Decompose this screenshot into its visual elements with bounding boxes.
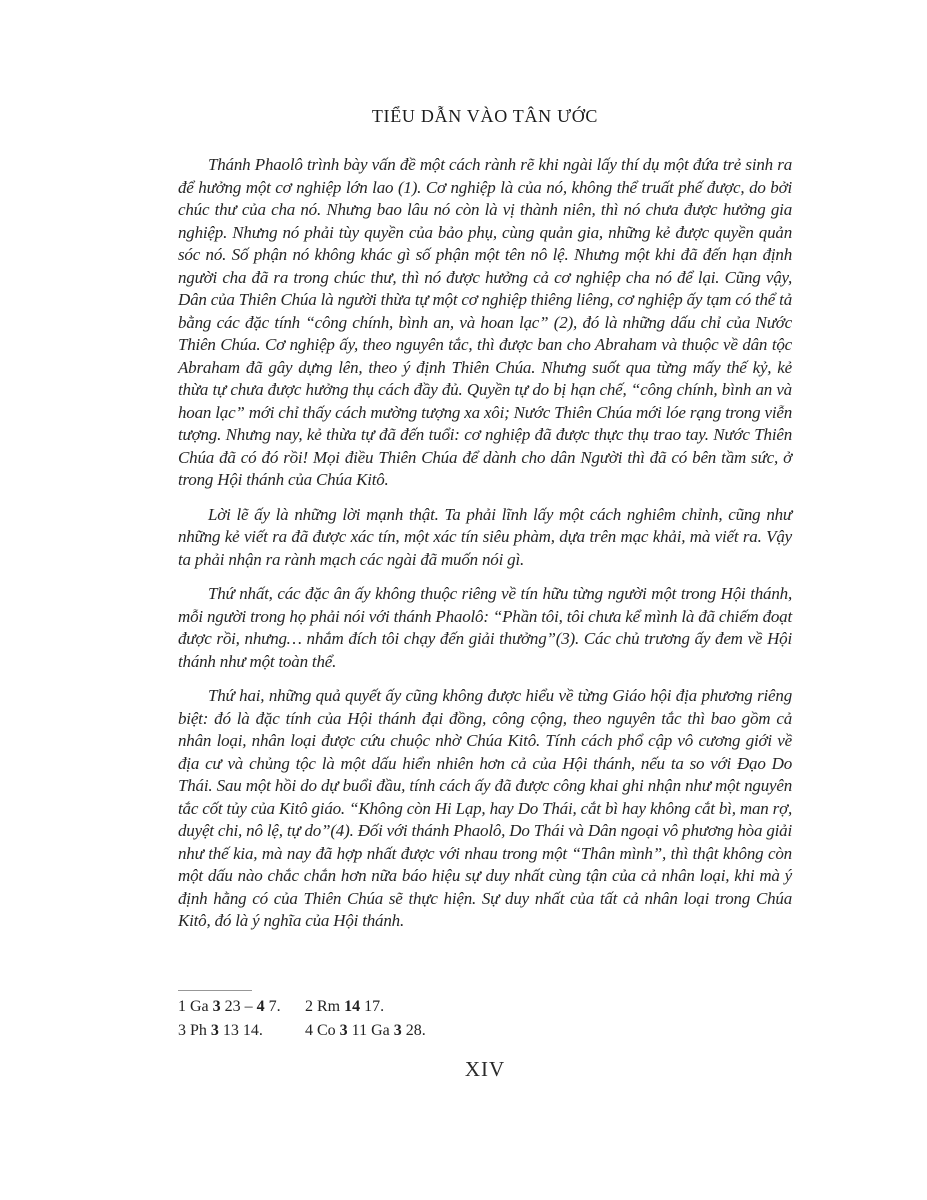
footnote-4 <box>305 1022 426 1040</box>
footnote-2 <box>305 998 426 1016</box>
footnote-text-segment: 1 Ga <box>178 998 213 1015</box>
paragraph-2: Lời lẽ ấy là những lời mạnh thật. Ta phải lĩnh lấy một cách nghiêm chỉnh, cũng như những kẻ viết ra đã được xác tín, một xác tín siêu phàm, dựa trên mạc khải, mà viết ra. Vậy ta phải nhận ra rành mạch các ngài đã muốn nói gì. <box>178 504 792 569</box>
paragraph-1: Thánh Phaolô trình bày vấn đề một cách rành rẽ khi ngài lấy thí dụ một đứa trẻ sinh ra để hưởng một cơ nghiệp lớn lao (1). Cơ nghiệp là của nó, không thể truất phế được, do bởi chúc thư của cha nó. Nhưng bao lâu nó còn là vị thành niên, thì nó chưa được hưởng gia nghiệp. Nhưng nó phải tùy quyền của bảo phụ, cùng quản gia, những kẻ được quyền quản sóc nó. Số phận nó không khác gì số phận một tên nô lệ. Nhưng một khi đã đến hạn định người cha đã ra trong chúc thư, thì nó được hưởng cả cơ nghiệp cha nó để lại. Cũng vậy, Dân của Thiên Chúa là người thừa tự một cơ nghiệp thiêng liêng, cơ nghiệp ấy tạm có thể tả bằng các đặc tính “công chính, bình an, và hoan lạc” (2), đó là những dấu chỉ của Nước Thiên Chúa. Cơ nghiệp ấy, theo nguyên tắc, thì được ban cho Abraham và thuộc về dân tộc Abraham đã gây dựng lên, theo ý định Thiên Chúa. Nhưng suốt qua từng mấy thế kỷ, kẻ thừa tự chưa được hưởng thụ cách đầy đủ. Quyền tự do bị hạn chế, “công chính, bình an và hoan lạc” mới chỉ thấy cách mường tượng xa xôi; Nước Thiên Chúa mới lóe rạng trong viễn tượng. Nhưng nay, kẻ thừa tự đã đến tuổi: cơ nghiệp đã được thực thụ trao tay. Nước Thiên Chúa đã có đó rồi! Mọi điều Thiên Chúa để dành cho dân Người thì đã có bên tầm sức, ở trong Hội thánh của Chúa Kitô. <box>178 155 793 489</box>
footnote-text-segment: 23 – <box>220 998 257 1015</box>
footnote-1 <box>178 998 305 1016</box>
footnote-bold-segment: 3 <box>393 1022 402 1039</box>
footnote-3 <box>178 1022 305 1040</box>
footnote-bold-segment: 4 <box>256 998 265 1015</box>
footnote-text-segment: 4 Co <box>305 1022 340 1039</box>
footnote-text-segment: 7. <box>264 998 281 1015</box>
page-title: TIỂU DẪN VÀO TÂN ƯỚC <box>371 106 599 126</box>
footnote-text-segment: 11 Ga <box>347 1022 394 1039</box>
footnote-text-segment: 3 Ph <box>178 1022 211 1039</box>
footnote-area <box>178 990 792 1040</box>
page-number: XIV <box>464 1057 506 1081</box>
paragraph-4: Thứ hai, những quả quyết ấy cũng không được hiểu về từng Giáo hội địa phương riêng biệt: đó là đặc tính của Hội thánh đại đồng, công cộng, theo nguyên tắc thì bao gồm cả nhân loại, nhân loại được cứu chuộc nhờ Chúa Kitô. Tính cách phổ cập vô cương giới về địa cư và chủng tộc là một dấu hiển nhiên hơn cả của Hội thánh, nếu ta so với Đạo Do Thái. Sau một hồi do dự buổi đầu, tính cách ấy đã được công khai ghi nhận như một nguyên tắc cốt tủy của Kitô giáo. “Không còn Hi Lạp, hay Do Thái, cắt bì hay không cắt bì, man rợ, duyệt chi, nô lệ, tự do”(4). Đối với thánh Phaolô, Do Thái và Dân ngoại vô phương hòa giải như thế kia, mà nay đã hợp nhất được với nhau trong một “Thân mình”, thì thật không còn một dấu nào chắc chắn hơn nữa báo hiệu sự duy nhất cùng tận của cả nhân loại, khi mà ý định hằng có của Thiên Chúa sẽ thực hiện. Sự duy nhất của tất cả nhân loại trong Chúa Kitô, đó là ý nghĩa của Hội thánh. <box>178 686 792 930</box>
footnote-bold-segment: 3 <box>212 998 221 1015</box>
footnote-text-segment: 13 14. <box>218 1022 263 1039</box>
footnote-bold-segment: 14 <box>344 998 361 1015</box>
footnote-rule <box>178 990 252 991</box>
footnote-text-segment: 2 Rm <box>305 998 345 1015</box>
footnote-grid <box>178 998 792 1040</box>
footnote-text-segment: 28. <box>401 1022 426 1039</box>
paragraph-3: Thứ nhất, các đặc ân ấy không thuộc riêng về tín hữu từng người một trong Hội thánh, mỗi người trong họ phải nói với thánh Phaolô: “Phần tôi, tôi chưa kể mình là đã chiếm đoạt được rồi, nhưng… nhắm đích tôi chạy đến giải thưởng”(3). Các chủ trương ấy đem về Hội thánh như một toàn thể. <box>178 584 792 671</box>
footnote-bold-segment: 3 <box>339 1022 348 1039</box>
footnote-text-segment: 17. <box>360 998 385 1015</box>
footnote-bold-segment: 3 <box>210 1022 219 1039</box>
body-text <box>178 154 792 945</box>
